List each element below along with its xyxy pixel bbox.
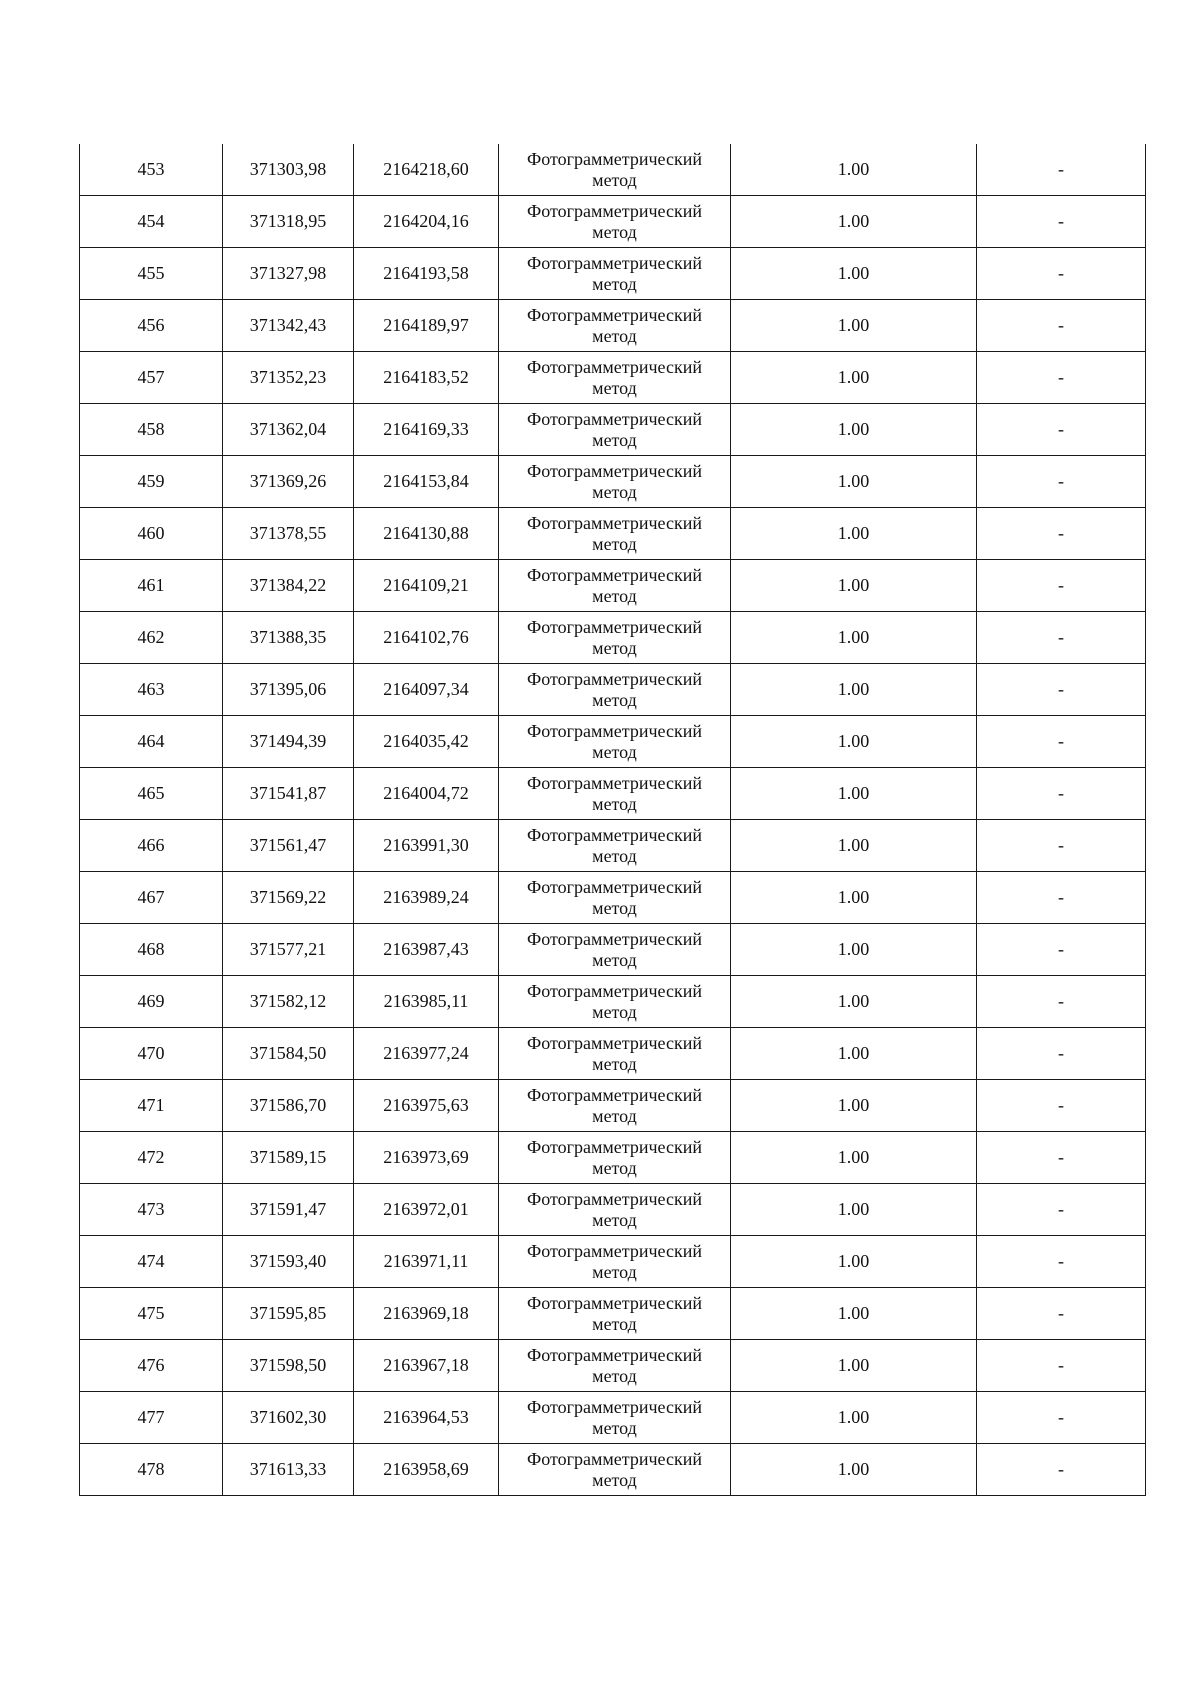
method-line-1: Фотограмметрический (527, 980, 702, 1001)
table-row (80, 300, 1146, 352)
table-row (80, 1236, 1146, 1288)
point-number-cell: 462 (80, 612, 223, 664)
method-cell (499, 716, 731, 768)
x-coordinate-cell: 371494,39 (223, 716, 354, 768)
method-line-1: Фотограмметрический (527, 1344, 702, 1365)
note-cell: - (977, 768, 1146, 820)
accuracy-cell: 1.00 (731, 976, 977, 1028)
method-line-1: Фотограмметрический (527, 200, 702, 221)
accuracy-cell: 1.00 (731, 664, 977, 716)
method-line-2: метод (592, 1001, 637, 1022)
y-coordinate-cell: 2163972,01 (354, 1184, 499, 1236)
method-cell (499, 248, 731, 300)
table-row (80, 144, 1146, 196)
point-number-cell: 459 (80, 456, 223, 508)
y-coordinate-cell: 2164183,52 (354, 352, 499, 404)
point-number-cell: 453 (80, 144, 223, 196)
x-coordinate-cell: 371561,47 (223, 820, 354, 872)
x-coordinate-cell: 371541,87 (223, 768, 354, 820)
accuracy-cell: 1.00 (731, 1340, 977, 1392)
point-number-cell: 465 (80, 768, 223, 820)
method-cell (499, 196, 731, 248)
accuracy-cell: 1.00 (731, 508, 977, 560)
method-line-2: метод (592, 429, 637, 450)
table-row (80, 1444, 1146, 1496)
accuracy-cell: 1.00 (731, 404, 977, 456)
table-row (80, 1132, 1146, 1184)
method-cell (499, 1028, 731, 1080)
y-coordinate-cell: 2163987,43 (354, 924, 499, 976)
point-number-cell: 475 (80, 1288, 223, 1340)
method-line-1: Фотограмметрический (527, 616, 702, 637)
x-coordinate-cell: 371327,98 (223, 248, 354, 300)
table-row (80, 1340, 1146, 1392)
table-row (80, 1288, 1146, 1340)
accuracy-cell: 1.00 (731, 196, 977, 248)
accuracy-cell: 1.00 (731, 872, 977, 924)
method-line-1: Фотограмметрический (527, 1292, 702, 1313)
table-row (80, 1392, 1146, 1444)
x-coordinate-cell: 371342,43 (223, 300, 354, 352)
table-row (80, 456, 1146, 508)
x-coordinate-cell: 371589,15 (223, 1132, 354, 1184)
point-number-cell: 471 (80, 1080, 223, 1132)
method-cell (499, 976, 731, 1028)
method-line-1: Фотограмметрический (527, 512, 702, 533)
x-coordinate-cell: 371593,40 (223, 1236, 354, 1288)
method-line-2: метод (592, 585, 637, 606)
x-coordinate-cell: 371577,21 (223, 924, 354, 976)
y-coordinate-cell: 2163964,53 (354, 1392, 499, 1444)
point-number-cell: 463 (80, 664, 223, 716)
accuracy-cell: 1.00 (731, 924, 977, 976)
method-cell (499, 560, 731, 612)
table-row (80, 196, 1146, 248)
point-number-cell: 469 (80, 976, 223, 1028)
accuracy-cell: 1.00 (731, 1184, 977, 1236)
method-line-2: метод (592, 1313, 637, 1334)
method-cell (499, 820, 731, 872)
table-row (80, 872, 1146, 924)
note-cell: - (977, 1444, 1146, 1496)
x-coordinate-cell: 371586,70 (223, 1080, 354, 1132)
method-cell (499, 768, 731, 820)
point-number-cell: 468 (80, 924, 223, 976)
x-coordinate-cell: 371352,23 (223, 352, 354, 404)
note-cell: - (977, 144, 1146, 196)
x-coordinate-cell: 371395,06 (223, 664, 354, 716)
point-number-cell: 460 (80, 508, 223, 560)
accuracy-cell: 1.00 (731, 560, 977, 612)
point-number-cell: 454 (80, 196, 223, 248)
method-line-1: Фотограмметрический (527, 1188, 702, 1209)
accuracy-cell: 1.00 (731, 1444, 977, 1496)
x-coordinate-cell: 371584,50 (223, 1028, 354, 1080)
table-row (80, 716, 1146, 768)
accuracy-cell: 1.00 (731, 1080, 977, 1132)
method-line-2: метод (592, 637, 637, 658)
x-coordinate-cell: 371582,12 (223, 976, 354, 1028)
coordinates-table-body (80, 144, 1146, 1496)
method-cell (499, 1288, 731, 1340)
y-coordinate-cell: 2164193,58 (354, 248, 499, 300)
x-coordinate-cell: 371369,26 (223, 456, 354, 508)
method-line-2: метод (592, 273, 637, 294)
method-cell (499, 404, 731, 456)
table-row (80, 664, 1146, 716)
method-cell (499, 1340, 731, 1392)
method-cell (499, 1132, 731, 1184)
method-line-2: метод (592, 949, 637, 970)
note-cell: - (977, 664, 1146, 716)
method-line-2: метод (592, 897, 637, 918)
accuracy-cell: 1.00 (731, 1028, 977, 1080)
point-number-cell: 467 (80, 872, 223, 924)
y-coordinate-cell: 2163975,63 (354, 1080, 499, 1132)
x-coordinate-cell: 371362,04 (223, 404, 354, 456)
x-coordinate-cell: 371613,33 (223, 1444, 354, 1496)
method-line-2: метод (592, 1105, 637, 1126)
method-line-1: Фотограмметрический (527, 928, 702, 949)
note-cell: - (977, 404, 1146, 456)
method-line-1: Фотограмметрический (527, 720, 702, 741)
y-coordinate-cell: 2164035,42 (354, 716, 499, 768)
table-row (80, 1080, 1146, 1132)
x-coordinate-cell: 371303,98 (223, 144, 354, 196)
note-cell: - (977, 820, 1146, 872)
method-line-2: метод (592, 169, 637, 190)
table-row (80, 1028, 1146, 1080)
accuracy-cell: 1.00 (731, 1132, 977, 1184)
accuracy-cell: 1.00 (731, 768, 977, 820)
method-line-1: Фотограмметрический (527, 1396, 702, 1417)
table-row (80, 508, 1146, 560)
x-coordinate-cell: 371595,85 (223, 1288, 354, 1340)
note-cell: - (977, 716, 1146, 768)
y-coordinate-cell: 2163985,11 (354, 976, 499, 1028)
y-coordinate-cell: 2163991,30 (354, 820, 499, 872)
y-coordinate-cell: 2163958,69 (354, 1444, 499, 1496)
accuracy-cell: 1.00 (731, 612, 977, 664)
accuracy-cell: 1.00 (731, 352, 977, 404)
method-line-1: Фотограмметрический (527, 1084, 702, 1105)
method-cell (499, 924, 731, 976)
point-number-cell: 472 (80, 1132, 223, 1184)
point-number-cell: 457 (80, 352, 223, 404)
method-line-2: метод (592, 793, 637, 814)
note-cell: - (977, 872, 1146, 924)
method-cell (499, 872, 731, 924)
note-cell: - (977, 1288, 1146, 1340)
x-coordinate-cell: 371384,22 (223, 560, 354, 612)
point-number-cell: 473 (80, 1184, 223, 1236)
x-coordinate-cell: 371318,95 (223, 196, 354, 248)
point-number-cell: 477 (80, 1392, 223, 1444)
table-row (80, 820, 1146, 872)
point-number-cell: 470 (80, 1028, 223, 1080)
note-cell: - (977, 1340, 1146, 1392)
method-line-1: Фотограмметрический (527, 304, 702, 325)
method-cell (499, 1184, 731, 1236)
y-coordinate-cell: 2164169,33 (354, 404, 499, 456)
coordinates-table (79, 144, 1146, 1496)
point-number-cell: 458 (80, 404, 223, 456)
note-cell: - (977, 924, 1146, 976)
method-cell (499, 612, 731, 664)
y-coordinate-cell: 2164189,97 (354, 300, 499, 352)
y-coordinate-cell: 2163977,24 (354, 1028, 499, 1080)
accuracy-cell: 1.00 (731, 1288, 977, 1340)
method-cell (499, 1392, 731, 1444)
accuracy-cell: 1.00 (731, 820, 977, 872)
y-coordinate-cell: 2164153,84 (354, 456, 499, 508)
method-line-1: Фотограмметрический (527, 148, 702, 169)
table-row (80, 248, 1146, 300)
point-number-cell: 456 (80, 300, 223, 352)
table-row (80, 404, 1146, 456)
note-cell: - (977, 248, 1146, 300)
method-cell (499, 456, 731, 508)
table-row (80, 560, 1146, 612)
point-number-cell: 466 (80, 820, 223, 872)
note-cell: - (977, 1236, 1146, 1288)
note-cell: - (977, 560, 1146, 612)
x-coordinate-cell: 371388,35 (223, 612, 354, 664)
accuracy-cell: 1.00 (731, 300, 977, 352)
note-cell: - (977, 456, 1146, 508)
note-cell: - (977, 1184, 1146, 1236)
note-cell: - (977, 1080, 1146, 1132)
note-cell: - (977, 612, 1146, 664)
method-line-2: метод (592, 845, 637, 866)
note-cell: - (977, 976, 1146, 1028)
point-number-cell: 478 (80, 1444, 223, 1496)
method-cell (499, 508, 731, 560)
method-line-2: метод (592, 689, 637, 710)
y-coordinate-cell: 2163969,18 (354, 1288, 499, 1340)
note-cell: - (977, 1392, 1146, 1444)
note-cell: - (977, 508, 1146, 560)
note-cell: - (977, 1028, 1146, 1080)
y-coordinate-cell: 2164130,88 (354, 508, 499, 560)
method-line-2: метод (592, 1469, 637, 1490)
method-line-1: Фотограмметрический (527, 1240, 702, 1261)
method-line-2: метод (592, 1053, 637, 1074)
point-number-cell: 474 (80, 1236, 223, 1288)
x-coordinate-cell: 371602,30 (223, 1392, 354, 1444)
method-cell (499, 1080, 731, 1132)
table-row (80, 1184, 1146, 1236)
method-line-2: метод (592, 1157, 637, 1178)
note-cell: - (977, 196, 1146, 248)
method-line-1: Фотограмметрический (527, 460, 702, 481)
table-row (80, 976, 1146, 1028)
accuracy-cell: 1.00 (731, 456, 977, 508)
y-coordinate-cell: 2163989,24 (354, 872, 499, 924)
point-number-cell: 455 (80, 248, 223, 300)
method-cell (499, 352, 731, 404)
y-coordinate-cell: 2164097,34 (354, 664, 499, 716)
method-line-1: Фотограмметрический (527, 876, 702, 897)
x-coordinate-cell: 371569,22 (223, 872, 354, 924)
y-coordinate-cell: 2163971,11 (354, 1236, 499, 1288)
method-line-1: Фотограмметрический (527, 772, 702, 793)
method-cell (499, 300, 731, 352)
y-coordinate-cell: 2164102,76 (354, 612, 499, 664)
y-coordinate-cell: 2163967,18 (354, 1340, 499, 1392)
accuracy-cell: 1.00 (731, 1392, 977, 1444)
table-row (80, 768, 1146, 820)
method-line-2: метод (592, 741, 637, 762)
method-line-2: метод (592, 1365, 637, 1386)
method-cell (499, 1444, 731, 1496)
method-line-1: Фотограмметрический (527, 668, 702, 689)
y-coordinate-cell: 2164004,72 (354, 768, 499, 820)
method-cell (499, 664, 731, 716)
method-cell (499, 144, 731, 196)
y-coordinate-cell: 2163973,69 (354, 1132, 499, 1184)
method-line-1: Фотограмметрический (527, 1032, 702, 1053)
table-row (80, 612, 1146, 664)
accuracy-cell: 1.00 (731, 716, 977, 768)
point-number-cell: 476 (80, 1340, 223, 1392)
method-line-2: метод (592, 533, 637, 554)
method-line-2: метод (592, 221, 637, 242)
method-line-2: метод (592, 1417, 637, 1438)
y-coordinate-cell: 2164204,16 (354, 196, 499, 248)
accuracy-cell: 1.00 (731, 248, 977, 300)
note-cell: - (977, 1132, 1146, 1184)
method-cell (499, 1236, 731, 1288)
method-line-1: Фотограмметрический (527, 564, 702, 585)
x-coordinate-cell: 371378,55 (223, 508, 354, 560)
method-line-1: Фотограмметрический (527, 356, 702, 377)
table-row (80, 352, 1146, 404)
y-coordinate-cell: 2164218,60 (354, 144, 499, 196)
method-line-1: Фотограмметрический (527, 824, 702, 845)
note-cell: - (977, 300, 1146, 352)
method-line-2: метод (592, 1261, 637, 1282)
method-line-1: Фотограмметрический (527, 1448, 702, 1469)
y-coordinate-cell: 2164109,21 (354, 560, 499, 612)
point-number-cell: 461 (80, 560, 223, 612)
method-line-1: Фотограмметрический (527, 408, 702, 429)
method-line-2: метод (592, 377, 637, 398)
method-line-1: Фотограмметрический (527, 252, 702, 273)
note-cell: - (977, 352, 1146, 404)
accuracy-cell: 1.00 (731, 1236, 977, 1288)
x-coordinate-cell: 371598,50 (223, 1340, 354, 1392)
method-line-2: метод (592, 1209, 637, 1230)
method-line-2: метод (592, 481, 637, 502)
x-coordinate-cell: 371591,47 (223, 1184, 354, 1236)
method-line-1: Фотограмметрический (527, 1136, 702, 1157)
method-line-2: метод (592, 325, 637, 346)
accuracy-cell: 1.00 (731, 144, 977, 196)
table-row (80, 924, 1146, 976)
point-number-cell: 464 (80, 716, 223, 768)
